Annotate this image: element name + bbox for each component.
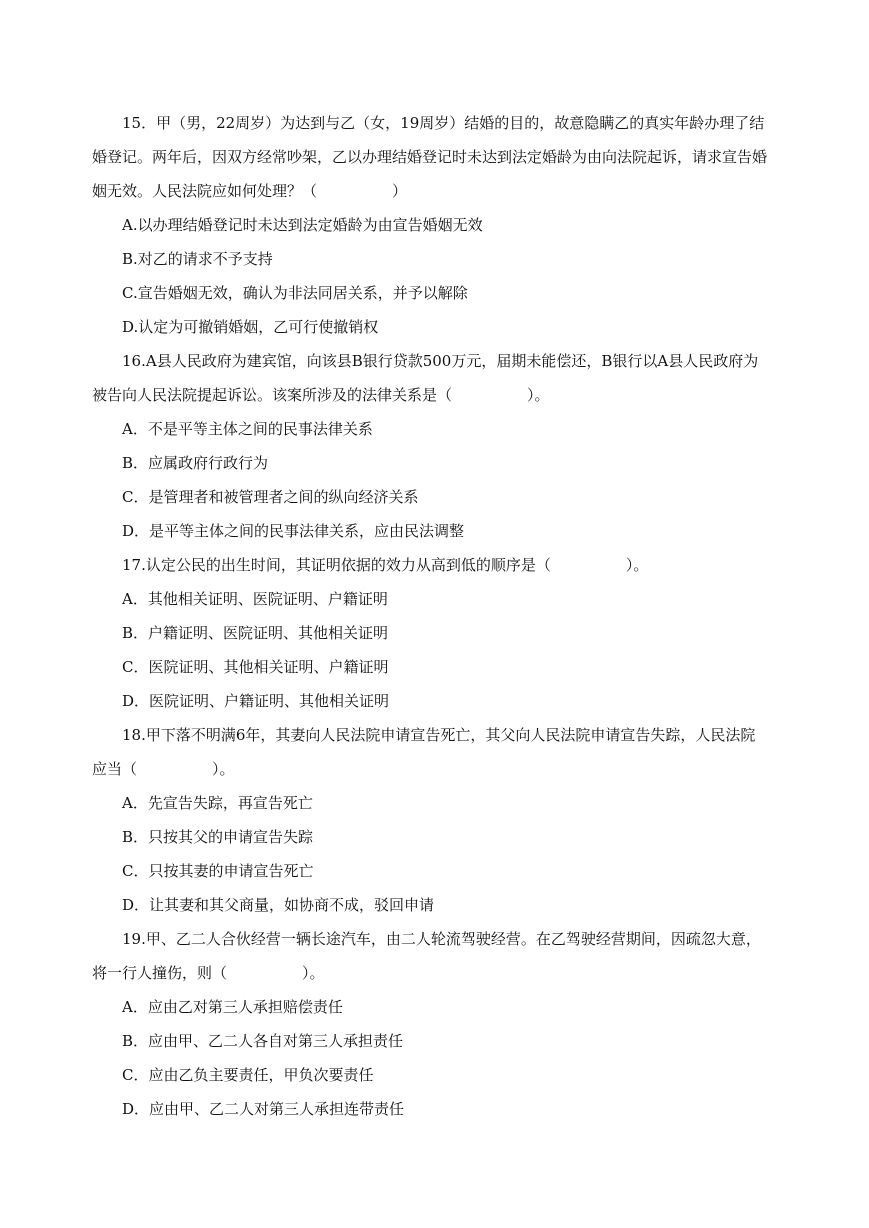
option-c: C．是管理者和被管理者之间的纵向经济关系 (122, 488, 419, 506)
question-stem-line: 姻无效。人民法院应如何处理？（ ） (92, 182, 408, 200)
question-stem-line: 应当（ ）。 (92, 760, 235, 778)
option-b: B．应由甲、乙二人各自对第三人承担责任 (122, 1032, 404, 1050)
option-d: D．应由甲、乙二人对第三人承担连带责任 (122, 1100, 405, 1118)
option-c: C．应由乙负主要责任，甲负次要责任 (122, 1066, 374, 1084)
question-18 (92, 718, 778, 922)
option-a: A．先宣告失踪，再宣告死亡 (122, 794, 313, 812)
option-a: A．不是平等主体之间的民事法律关系 (122, 420, 373, 438)
question-stem-line: 18.甲下落不明满6年，其妻向人民法院申请宣告死亡，其父向人民法院申请宣告失踪，人民法院 (122, 726, 756, 744)
question-stem-line: 19.甲、乙二人合伙经营一辆长途汽车，由二人轮流驾驶经营。在乙驾驶经营期间，因疏忽大意， (122, 930, 761, 948)
question-stem-line: 16.A县人民政府为建宾馆，向该县B银行贷款500万元，届期未能偿还，B银行以A县人民政府为 (122, 352, 759, 370)
option-d: D．医院证明、户籍证明、其他相关证明 (122, 692, 390, 710)
question-stem-line: 将一行人撞伤，则（ ）。 (92, 964, 325, 982)
option-d: D．是平等主体之间的民事法律关系，应由民法调整 (122, 522, 465, 540)
option-d: D．让其妻和其父商量，如协商不成，驳回申请 (122, 896, 435, 914)
option-b: B．户籍证明、医院证明、其他相关证明 (122, 624, 389, 642)
question-stem-line: 17.认定公民的出生时间，其证明依据的效力从高到低的顺序是（ ）。 (122, 556, 649, 574)
question-17 (92, 548, 778, 718)
option-a: A．应由乙对第三人承担赔偿责任 (122, 998, 343, 1016)
question-16 (92, 344, 778, 548)
option-b: B.对乙的请求不予支持 (122, 250, 273, 268)
option-a: A.以办理结婚登记时未达到法定婚龄为由宣告婚姻无效 (122, 216, 483, 234)
option-b: B．应属政府行政行为 (122, 454, 269, 472)
question-stem-line: 15．甲（男，22周岁）为达到与乙（女，19周岁）结婚的目的，故意隐瞒乙的真实年龄办理了结 (122, 114, 765, 132)
option-d: D.认定为可撤销婚姻，乙可行使撤销权 (122, 318, 379, 336)
question-19 (92, 922, 778, 1126)
question-stem-line: 婚登记。两年后，因双方经常吵架，乙以办理结婚登记时未达到法定婚龄为由向法院起诉，请求宣告婚 (92, 148, 768, 166)
option-b: B．只按其父的申请宣告失踪 (122, 828, 314, 846)
option-c: C．医院证明、其他相关证明、户籍证明 (122, 658, 389, 676)
exam-page (92, 106, 778, 1126)
question-stem-line: 被告向人民法院提起诉讼。该案所涉及的法律关系是（ ）。 (92, 386, 550, 404)
option-a: A．其他相关证明、医院证明、户籍证明 (122, 590, 388, 608)
question-15 (92, 106, 778, 344)
option-c: C．只按其妻的申请宣告死亡 (122, 862, 314, 880)
option-c: C.宣告婚姻无效，确认为非法同居关系，并予以解除 (122, 284, 468, 302)
